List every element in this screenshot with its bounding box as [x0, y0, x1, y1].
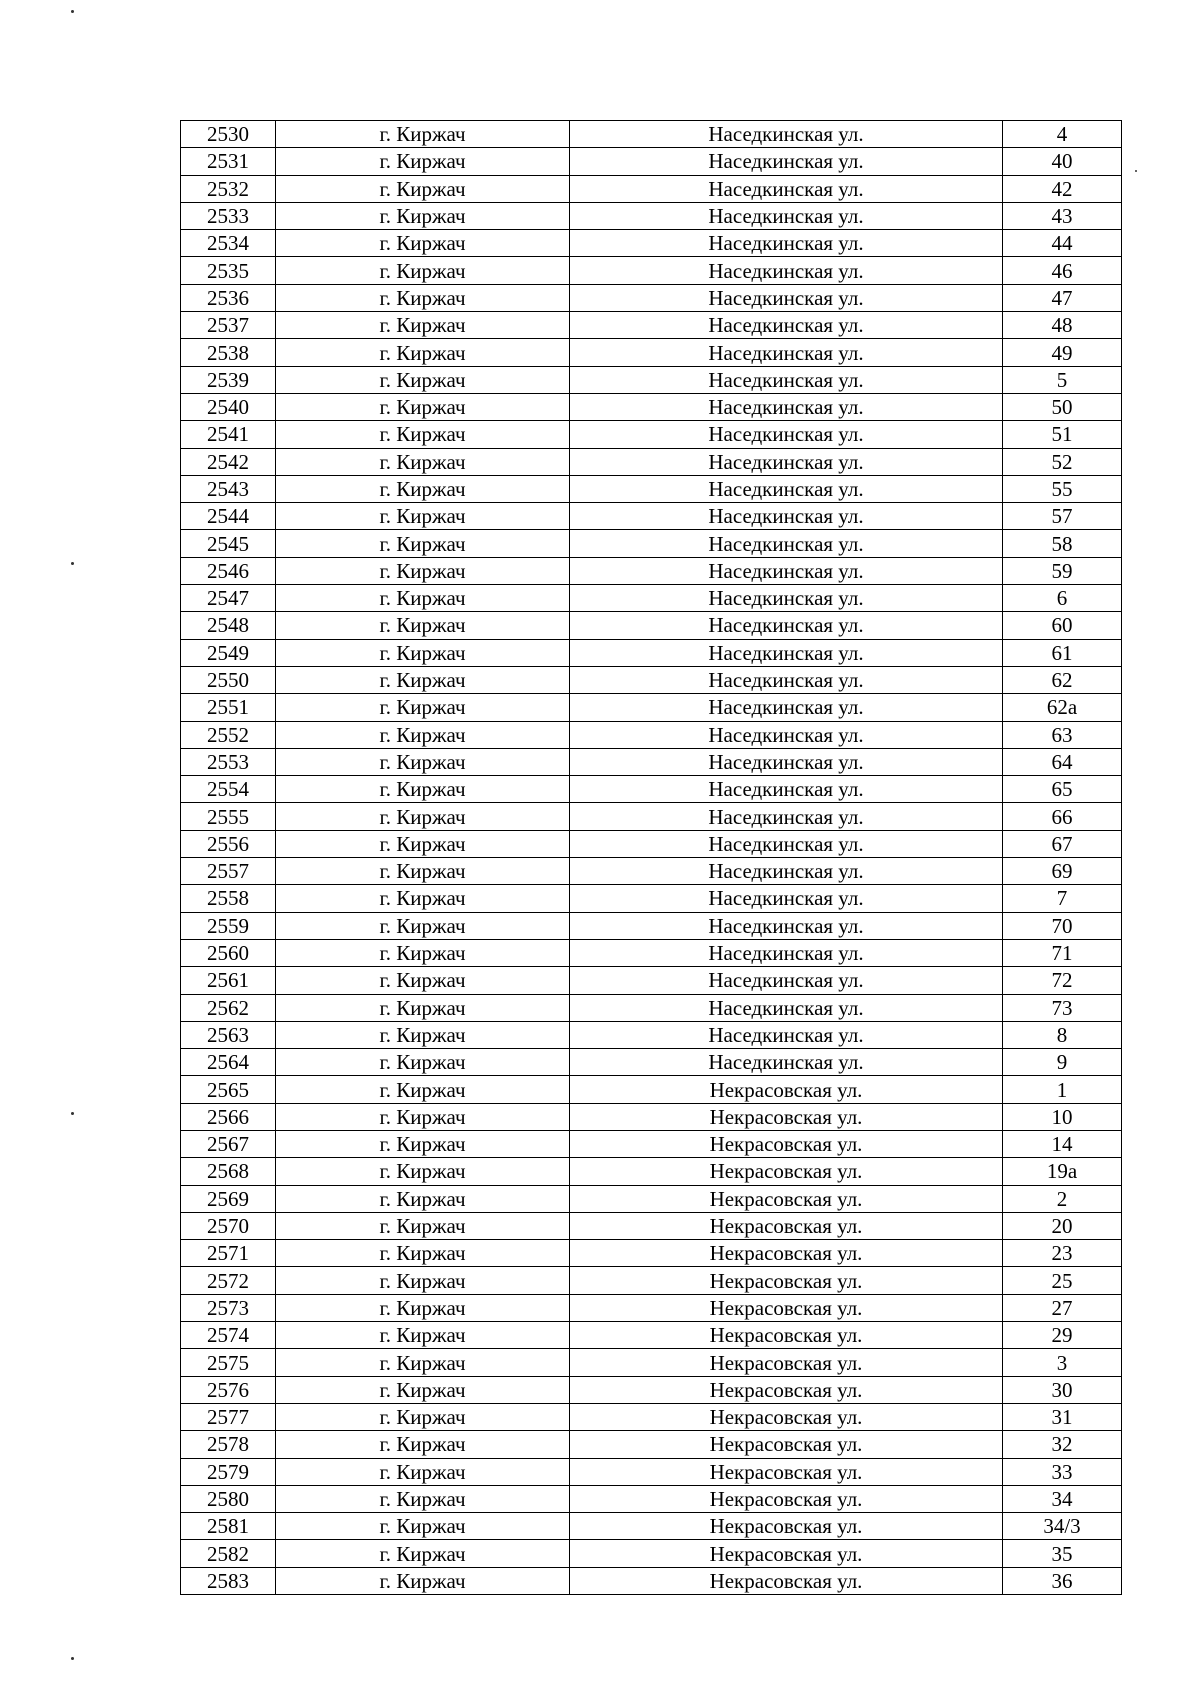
city-cell: г. Киржач — [276, 230, 570, 257]
table-row — [181, 312, 1122, 339]
street-cell: Некрасовская ул. — [570, 1540, 1003, 1567]
house-number-cell: 20 — [1003, 1212, 1122, 1239]
street-cell: Наседкинская ул. — [570, 939, 1003, 966]
street-cell: Некрасовская ул. — [570, 1267, 1003, 1294]
table-row — [181, 885, 1122, 912]
row-number-cell: 2560 — [181, 939, 276, 966]
city-cell: г. Киржач — [276, 830, 570, 857]
house-number-cell: 34 — [1003, 1485, 1122, 1512]
street-cell: Наседкинская ул. — [570, 503, 1003, 530]
city-cell: г. Киржач — [276, 1458, 570, 1485]
table-row — [181, 776, 1122, 803]
house-number-cell: 59 — [1003, 557, 1122, 584]
city-cell: г. Киржач — [276, 1240, 570, 1267]
street-cell: Наседкинская ул. — [570, 202, 1003, 229]
table-row — [181, 1158, 1122, 1185]
row-number-cell: 2580 — [181, 1485, 276, 1512]
table-row — [181, 803, 1122, 830]
row-number-cell: 2568 — [181, 1158, 276, 1185]
house-number-cell: 29 — [1003, 1322, 1122, 1349]
city-cell: г. Киржач — [276, 202, 570, 229]
house-number-cell: 25 — [1003, 1267, 1122, 1294]
street-cell: Наседкинская ул. — [570, 721, 1003, 748]
table-row — [181, 967, 1122, 994]
table-row — [181, 666, 1122, 693]
house-number-cell: 5 — [1003, 366, 1122, 393]
street-cell: Некрасовская ул. — [570, 1485, 1003, 1512]
house-number-cell: 4 — [1003, 121, 1122, 148]
table-row — [181, 257, 1122, 284]
table-row — [181, 530, 1122, 557]
row-number-cell: 2544 — [181, 503, 276, 530]
street-cell: Наседкинская ул. — [570, 858, 1003, 885]
house-number-cell: 3 — [1003, 1349, 1122, 1376]
table-row — [181, 339, 1122, 366]
table-row — [181, 1294, 1122, 1321]
city-cell: г. Киржач — [276, 639, 570, 666]
row-number-cell: 2537 — [181, 312, 276, 339]
street-cell: Некрасовская ул. — [570, 1158, 1003, 1185]
row-number-cell: 2578 — [181, 1431, 276, 1458]
table-row — [181, 1376, 1122, 1403]
city-cell: г. Киржач — [276, 1540, 570, 1567]
house-number-cell: 65 — [1003, 776, 1122, 803]
house-number-cell: 23 — [1003, 1240, 1122, 1267]
row-number-cell: 2543 — [181, 475, 276, 502]
table-row — [181, 748, 1122, 775]
house-number-cell: 7 — [1003, 885, 1122, 912]
city-cell: г. Киржач — [276, 666, 570, 693]
table-row — [181, 475, 1122, 502]
city-cell: г. Киржач — [276, 1294, 570, 1321]
street-cell: Наседкинская ул. — [570, 448, 1003, 475]
street-cell: Наседкинская ул. — [570, 967, 1003, 994]
house-number-cell: 19а — [1003, 1158, 1122, 1185]
house-number-cell: 64 — [1003, 748, 1122, 775]
row-number-cell: 2573 — [181, 1294, 276, 1321]
row-number-cell: 2569 — [181, 1185, 276, 1212]
city-cell: г. Киржач — [276, 1403, 570, 1430]
table-row — [181, 1130, 1122, 1157]
house-number-cell: 48 — [1003, 312, 1122, 339]
city-cell: г. Киржач — [276, 612, 570, 639]
city-cell: г. Киржач — [276, 475, 570, 502]
street-cell: Некрасовская ул. — [570, 1349, 1003, 1376]
row-number-cell: 2552 — [181, 721, 276, 748]
city-cell: г. Киржач — [276, 776, 570, 803]
street-cell: Наседкинская ул. — [570, 530, 1003, 557]
table-row — [181, 912, 1122, 939]
row-number-cell: 2579 — [181, 1458, 276, 1485]
row-number-cell: 2570 — [181, 1212, 276, 1239]
table-row — [181, 612, 1122, 639]
street-cell: Наседкинская ул. — [570, 312, 1003, 339]
table-row — [181, 148, 1122, 175]
city-cell: г. Киржач — [276, 312, 570, 339]
street-cell: Некрасовская ул. — [570, 1185, 1003, 1212]
city-cell: г. Киржач — [276, 1349, 570, 1376]
house-number-cell: 44 — [1003, 230, 1122, 257]
row-number-cell: 2542 — [181, 448, 276, 475]
city-cell: г. Киржач — [276, 1103, 570, 1130]
row-number-cell: 2577 — [181, 1403, 276, 1430]
house-number-cell: 1 — [1003, 1076, 1122, 1103]
street-cell: Наседкинская ул. — [570, 230, 1003, 257]
street-cell: Некрасовская ул. — [570, 1431, 1003, 1458]
row-number-cell: 2564 — [181, 1049, 276, 1076]
table-row — [181, 585, 1122, 612]
city-cell: г. Киржач — [276, 1513, 570, 1540]
city-cell: г. Киржач — [276, 803, 570, 830]
table-row — [181, 1458, 1122, 1485]
table-row — [181, 557, 1122, 584]
house-number-cell: 27 — [1003, 1294, 1122, 1321]
city-cell: г. Киржач — [276, 257, 570, 284]
scan-speck — [71, 562, 74, 565]
house-number-cell: 60 — [1003, 612, 1122, 639]
street-cell: Наседкинская ул. — [570, 694, 1003, 721]
row-number-cell: 2530 — [181, 121, 276, 148]
row-number-cell: 2576 — [181, 1376, 276, 1403]
row-number-cell: 2582 — [181, 1540, 276, 1567]
street-cell: Наседкинская ул. — [570, 803, 1003, 830]
city-cell: г. Киржач — [276, 967, 570, 994]
city-cell: г. Киржач — [276, 1567, 570, 1594]
city-cell: г. Киржач — [276, 721, 570, 748]
city-cell: г. Киржач — [276, 1185, 570, 1212]
city-cell: г. Киржач — [276, 912, 570, 939]
city-cell: г. Киржач — [276, 393, 570, 420]
house-number-cell: 35 — [1003, 1540, 1122, 1567]
street-cell: Наседкинская ул. — [570, 912, 1003, 939]
house-number-cell: 73 — [1003, 994, 1122, 1021]
street-cell: Наседкинская ул. — [570, 475, 1003, 502]
city-cell: г. Киржач — [276, 421, 570, 448]
street-cell: Наседкинская ул. — [570, 776, 1003, 803]
house-number-cell: 52 — [1003, 448, 1122, 475]
table-row — [181, 1049, 1122, 1076]
table-row — [181, 1240, 1122, 1267]
city-cell: г. Киржач — [276, 366, 570, 393]
table-row — [181, 639, 1122, 666]
table-row — [181, 1349, 1122, 1376]
row-number-cell: 2561 — [181, 967, 276, 994]
table-row — [181, 1103, 1122, 1130]
house-number-cell: 58 — [1003, 530, 1122, 557]
street-cell: Наседкинская ул. — [570, 148, 1003, 175]
street-cell: Наседкинская ул. — [570, 612, 1003, 639]
row-number-cell: 2534 — [181, 230, 276, 257]
house-number-cell: 10 — [1003, 1103, 1122, 1130]
house-number-cell: 32 — [1003, 1431, 1122, 1458]
table-row — [181, 421, 1122, 448]
row-number-cell: 2538 — [181, 339, 276, 366]
house-number-cell: 66 — [1003, 803, 1122, 830]
city-cell: г. Киржач — [276, 557, 570, 584]
table-row — [181, 1021, 1122, 1048]
house-number-cell: 50 — [1003, 393, 1122, 420]
street-cell: Некрасовская ул. — [570, 1322, 1003, 1349]
row-number-cell: 2563 — [181, 1021, 276, 1048]
row-number-cell: 2555 — [181, 803, 276, 830]
table-row — [181, 994, 1122, 1021]
scan-speck — [71, 1112, 74, 1115]
house-number-cell: 57 — [1003, 503, 1122, 530]
house-number-cell: 30 — [1003, 1376, 1122, 1403]
row-number-cell: 2539 — [181, 366, 276, 393]
row-number-cell: 2565 — [181, 1076, 276, 1103]
house-number-cell: 34/3 — [1003, 1513, 1122, 1540]
city-cell: г. Киржач — [276, 858, 570, 885]
house-number-cell: 63 — [1003, 721, 1122, 748]
row-number-cell: 2571 — [181, 1240, 276, 1267]
address-table — [180, 120, 1122, 1595]
city-cell: г. Киржач — [276, 503, 570, 530]
table-row — [181, 1212, 1122, 1239]
house-number-cell: 46 — [1003, 257, 1122, 284]
city-cell: г. Киржач — [276, 1212, 570, 1239]
street-cell: Наседкинская ул. — [570, 421, 1003, 448]
table-row — [181, 175, 1122, 202]
house-number-cell: 9 — [1003, 1049, 1122, 1076]
table-row — [181, 503, 1122, 530]
house-number-cell: 71 — [1003, 939, 1122, 966]
city-cell: г. Киржач — [276, 1485, 570, 1512]
table-row — [181, 121, 1122, 148]
table-row — [181, 448, 1122, 475]
row-number-cell: 2553 — [181, 748, 276, 775]
table-row — [181, 1403, 1122, 1430]
house-number-cell: 51 — [1003, 421, 1122, 448]
city-cell: г. Киржач — [276, 530, 570, 557]
city-cell: г. Киржач — [276, 1158, 570, 1185]
table-row — [181, 1185, 1122, 1212]
house-number-cell: 2 — [1003, 1185, 1122, 1212]
city-cell: г. Киржач — [276, 1130, 570, 1157]
row-number-cell: 2533 — [181, 202, 276, 229]
house-number-cell: 33 — [1003, 1458, 1122, 1485]
street-cell: Наседкинская ул. — [570, 666, 1003, 693]
table-row — [181, 1540, 1122, 1567]
house-number-cell: 40 — [1003, 148, 1122, 175]
city-cell: г. Киржач — [276, 1267, 570, 1294]
row-number-cell: 2547 — [181, 585, 276, 612]
table-row — [181, 1076, 1122, 1103]
row-number-cell: 2549 — [181, 639, 276, 666]
city-cell: г. Киржач — [276, 1076, 570, 1103]
city-cell: г. Киржач — [276, 148, 570, 175]
row-number-cell: 2558 — [181, 885, 276, 912]
city-cell: г. Киржач — [276, 1021, 570, 1048]
street-cell: Наседкинская ул. — [570, 366, 1003, 393]
table-row — [181, 1322, 1122, 1349]
table-row — [181, 858, 1122, 885]
street-cell: Некрасовская ул. — [570, 1567, 1003, 1594]
row-number-cell: 2575 — [181, 1349, 276, 1376]
row-number-cell: 2546 — [181, 557, 276, 584]
row-number-cell: 2554 — [181, 776, 276, 803]
city-cell: г. Киржач — [276, 1322, 570, 1349]
house-number-cell: 14 — [1003, 1130, 1122, 1157]
street-cell: Наседкинская ул. — [570, 748, 1003, 775]
street-cell: Наседкинская ул. — [570, 257, 1003, 284]
house-number-cell: 6 — [1003, 585, 1122, 612]
street-cell: Наседкинская ул. — [570, 639, 1003, 666]
house-number-cell: 8 — [1003, 1021, 1122, 1048]
row-number-cell: 2535 — [181, 257, 276, 284]
row-number-cell: 2551 — [181, 694, 276, 721]
scan-speck — [1135, 170, 1137, 172]
street-cell: Наседкинская ул. — [570, 121, 1003, 148]
street-cell: Наседкинская ул. — [570, 830, 1003, 857]
city-cell: г. Киржач — [276, 1431, 570, 1458]
row-number-cell: 2557 — [181, 858, 276, 885]
house-number-cell: 36 — [1003, 1567, 1122, 1594]
city-cell: г. Киржач — [276, 1376, 570, 1403]
house-number-cell: 70 — [1003, 912, 1122, 939]
house-number-cell: 62а — [1003, 694, 1122, 721]
row-number-cell: 2574 — [181, 1322, 276, 1349]
table-row — [181, 1485, 1122, 1512]
table-row — [181, 393, 1122, 420]
street-cell: Наседкинская ул. — [570, 885, 1003, 912]
table-row — [181, 721, 1122, 748]
house-number-cell: 72 — [1003, 967, 1122, 994]
house-number-cell: 31 — [1003, 1403, 1122, 1430]
house-number-cell: 42 — [1003, 175, 1122, 202]
row-number-cell: 2532 — [181, 175, 276, 202]
house-number-cell: 55 — [1003, 475, 1122, 502]
house-number-cell: 67 — [1003, 830, 1122, 857]
house-number-cell: 62 — [1003, 666, 1122, 693]
table-row — [181, 284, 1122, 311]
street-cell: Наседкинская ул. — [570, 557, 1003, 584]
table-row — [181, 366, 1122, 393]
scan-speck — [71, 1657, 74, 1660]
city-cell: г. Киржач — [276, 339, 570, 366]
table-row — [181, 202, 1122, 229]
city-cell: г. Киржач — [276, 284, 570, 311]
city-cell: г. Киржач — [276, 175, 570, 202]
street-cell: Некрасовская ул. — [570, 1212, 1003, 1239]
street-cell: Некрасовская ул. — [570, 1403, 1003, 1430]
street-cell: Наседкинская ул. — [570, 585, 1003, 612]
row-number-cell: 2545 — [181, 530, 276, 557]
row-number-cell: 2566 — [181, 1103, 276, 1130]
city-cell: г. Киржач — [276, 121, 570, 148]
row-number-cell: 2581 — [181, 1513, 276, 1540]
address-table-body — [181, 121, 1122, 1595]
city-cell: г. Киржач — [276, 994, 570, 1021]
row-number-cell: 2583 — [181, 1567, 276, 1594]
street-cell: Наседкинская ул. — [570, 1049, 1003, 1076]
street-cell: Наседкинская ул. — [570, 994, 1003, 1021]
table-row — [181, 694, 1122, 721]
city-cell: г. Киржач — [276, 748, 570, 775]
row-number-cell: 2562 — [181, 994, 276, 1021]
row-number-cell: 2559 — [181, 912, 276, 939]
row-number-cell: 2536 — [181, 284, 276, 311]
scan-speck — [71, 10, 74, 13]
row-number-cell: 2550 — [181, 666, 276, 693]
street-cell: Некрасовская ул. — [570, 1240, 1003, 1267]
table-row — [181, 1267, 1122, 1294]
city-cell: г. Киржач — [276, 448, 570, 475]
row-number-cell: 2556 — [181, 830, 276, 857]
street-cell: Некрасовская ул. — [570, 1130, 1003, 1157]
house-number-cell: 69 — [1003, 858, 1122, 885]
table-row — [181, 1567, 1122, 1594]
row-number-cell: 2548 — [181, 612, 276, 639]
table-row — [181, 939, 1122, 966]
city-cell: г. Киржач — [276, 939, 570, 966]
street-cell: Наседкинская ул. — [570, 339, 1003, 366]
row-number-cell: 2531 — [181, 148, 276, 175]
street-cell: Наседкинская ул. — [570, 393, 1003, 420]
row-number-cell: 2572 — [181, 1267, 276, 1294]
city-cell: г. Киржач — [276, 885, 570, 912]
table-row — [181, 1431, 1122, 1458]
house-number-cell: 61 — [1003, 639, 1122, 666]
house-number-cell: 47 — [1003, 284, 1122, 311]
house-number-cell: 43 — [1003, 202, 1122, 229]
city-cell: г. Киржач — [276, 1049, 570, 1076]
street-cell: Некрасовская ул. — [570, 1103, 1003, 1130]
row-number-cell: 2541 — [181, 421, 276, 448]
street-cell: Наседкинская ул. — [570, 284, 1003, 311]
street-cell: Некрасовская ул. — [570, 1076, 1003, 1103]
table-row — [181, 230, 1122, 257]
house-number-cell: 49 — [1003, 339, 1122, 366]
street-cell: Некрасовская ул. — [570, 1458, 1003, 1485]
row-number-cell: 2567 — [181, 1130, 276, 1157]
city-cell: г. Киржач — [276, 585, 570, 612]
street-cell: Наседкинская ул. — [570, 1021, 1003, 1048]
street-cell: Наседкинская ул. — [570, 175, 1003, 202]
city-cell: г. Киржач — [276, 694, 570, 721]
street-cell: Некрасовская ул. — [570, 1513, 1003, 1540]
row-number-cell: 2540 — [181, 393, 276, 420]
table-row — [181, 1513, 1122, 1540]
street-cell: Некрасовская ул. — [570, 1376, 1003, 1403]
street-cell: Некрасовская ул. — [570, 1294, 1003, 1321]
table-row — [181, 830, 1122, 857]
